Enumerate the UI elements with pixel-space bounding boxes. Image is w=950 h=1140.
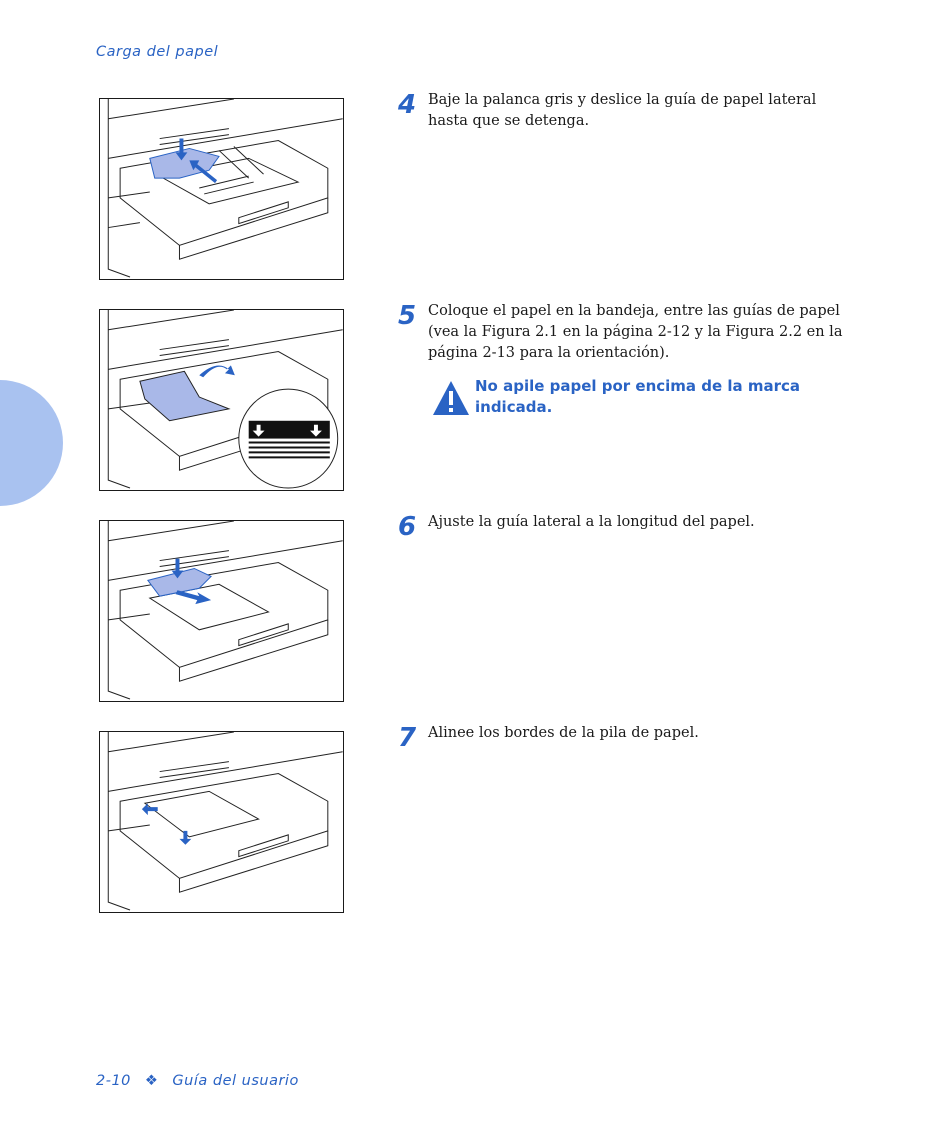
warning-text: No apile papel por encima de la marca indicada. [475, 377, 801, 416]
guide-title: Guía del usuario [172, 1073, 299, 1089]
step-number: 5 [398, 301, 417, 331]
figure-step-5 [99, 309, 344, 491]
tray-guide-illustration [100, 521, 343, 701]
figure-step-7 [99, 731, 344, 913]
step-text: Baje la palanca gris y deslice la guía de papel lateral hasta que se detenga. [428, 92, 817, 129]
running-footer [96, 1073, 299, 1089]
figure-step-6 [99, 520, 344, 702]
tray-align-illustration [100, 732, 343, 912]
step-number: 6 [398, 512, 417, 542]
step-text: Alinee los bordes de la pila de papel. [428, 725, 699, 741]
tray-paper-illustration [100, 310, 343, 490]
step-text: Ajuste la guía lateral a la longitud del papel. [428, 514, 755, 530]
footer-separator: ❖ [144, 1073, 159, 1089]
warning-triangle-icon [432, 380, 470, 416]
running-header: Carga del papel [96, 44, 219, 60]
warning-note [432, 376, 862, 420]
tray-illustration [100, 99, 343, 279]
figure-step-4 [99, 98, 344, 280]
step-number: 7 [398, 723, 417, 753]
step-text: Coloque el papel en la bandeja, entre las guías de papel (vea la Figura 2.1 en la página 2-12 y la Figura 2.2 en la página 2-13 para la orientación). [428, 303, 843, 361]
chapter-tab [0, 380, 63, 506]
step-number: 4 [398, 90, 417, 120]
page-number: 2-10 [96, 1073, 131, 1089]
